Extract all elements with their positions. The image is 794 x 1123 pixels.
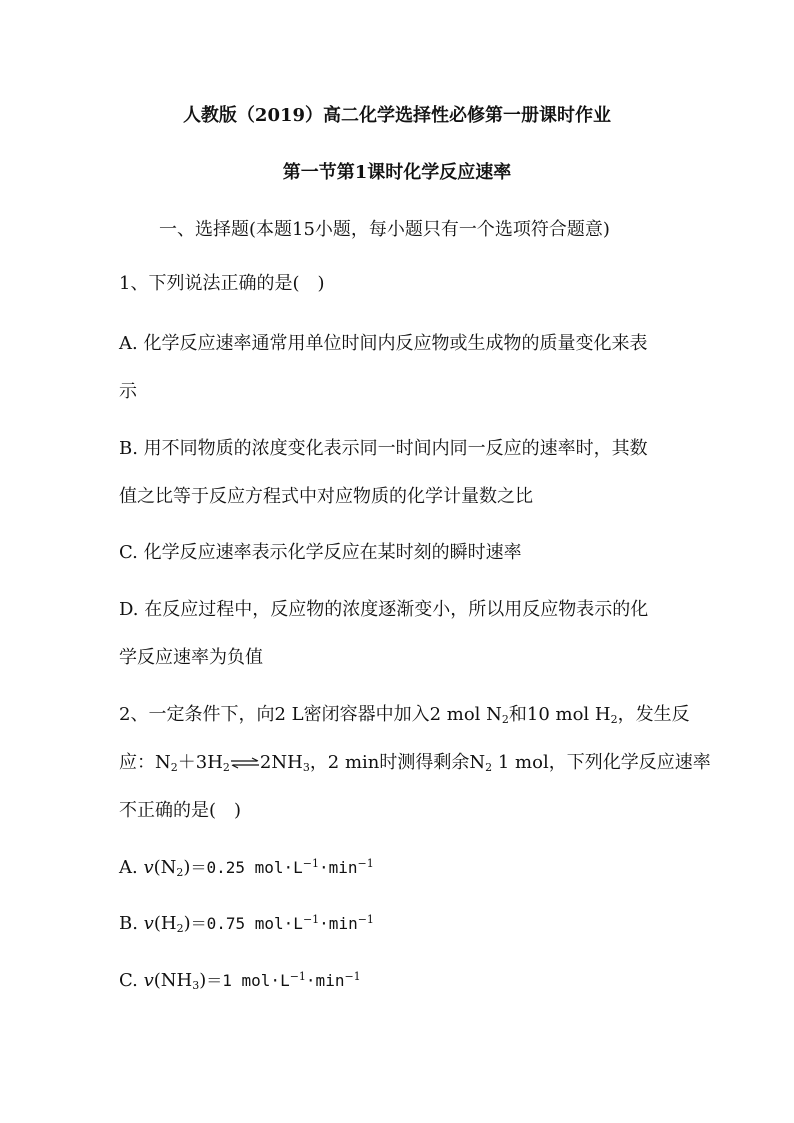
question-1-option-b: B. 用不同物质的浓度变化表示同一时间内同一反应的速率时，其数 (119, 438, 648, 459)
equilibrium-arrow-icon (230, 757, 260, 769)
document-title: 人教版（2019）高二化学选择性必修第一册课时作业 (182, 105, 612, 126)
question-2-stem-line-1: 2、一定条件下，向2 L密闭容器中加入2 mol $N_2$和10 mol $H_2$，发生反 (119, 704, 690, 726)
lesson-subtitle: 第一节第1课时化学反应速率 (282, 162, 512, 183)
question-2-stem-line-3: 不正确的是( ) (119, 800, 242, 821)
question-1-option-d: D. 在反应过程中，反应物的浓度逐渐变小，所以用反应物表示的化 (119, 599, 649, 620)
question-1-option-a-continued: 示 (119, 381, 137, 402)
question-2-option-b: B. $v(H_2)=0.75$ $mol\cdot L^{-1}\cdot\min^{-1}$ (119, 913, 374, 935)
question-1-option-d-continued: 学反应速率为负值 (119, 647, 263, 668)
question-2-option-c: C. $v(NH_3)=1$ $mol\cdot L^{-1}\cdot\min^{-1}$ (119, 970, 361, 992)
question-1-option-b-continued: 值之比等于反应方程式中对应物质的化学计量数之比 (119, 486, 533, 507)
question-2-option-a: A. $v(N_2)=0.25$ $mol\cdot L^{-1}\cdot\min^{-1}$ (119, 857, 374, 879)
question-1-option-a: A. 化学反应速率通常用单位时间内反应物或生成物的质量变化来表 (119, 333, 648, 354)
question-2-stem-line-2: 应：$N_2+3H_2$ $2NH_3$，2 min时测得剩余$N_2$ 1 mol，下列化学反应速率 (119, 752, 711, 774)
question-1-stem: 1、下列说法正确的是( ) (119, 273, 325, 294)
question-1-option-c: C. 化学反应速率表示化学反应在某时刻的瞬时速率 (119, 542, 522, 563)
section-heading: 一、选择题(本题15小题，每小题只有一个选项符合题意) (159, 219, 610, 240)
